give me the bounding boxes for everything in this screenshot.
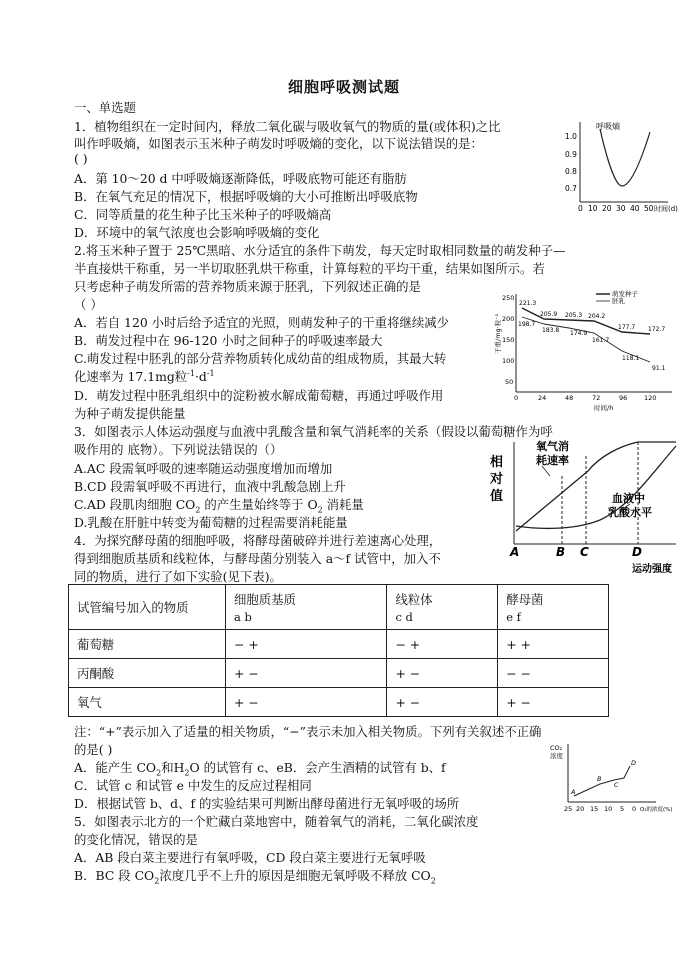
q4-stem-line1: 4．为探究酵母菌的细胞呼吸，将酵母菌破碎并进行差速离心处理， [74, 533, 442, 548]
table-cell: + − [498, 688, 609, 717]
q1-ytick: 0.9 [565, 150, 577, 159]
svg-text:15: 15 [590, 805, 599, 813]
q3-option-d: D.乳酸在肝脏中转变为葡萄糖的过程需要消耗能量 [74, 515, 348, 530]
q4-option-c: C．试管 c 和试管 e 中发生的反应过程相同 [74, 778, 312, 793]
experiment-table [68, 584, 609, 717]
table-cell: + − [226, 659, 387, 688]
seed-label: 172.7 [648, 326, 666, 333]
legend-endosperm: 胚乳 [612, 297, 625, 305]
seed-label: 205.3 [565, 312, 583, 319]
q1-ytick: 1.0 [565, 132, 577, 141]
q5-stem-line1: 5．如图表示北方的一个贮藏白菜地窖中，随着氧气的消耗，二氧化碳浓度 [74, 814, 479, 829]
q1-stem-line1: 1．植物组织在一定时间内，释放二氧化碳与吸收氧气的物质的量(或体积)之比 [74, 119, 501, 134]
q2-chart-ylabel: 干重/mg·粒⁻¹ [494, 313, 502, 354]
table-cell: + − [387, 659, 498, 688]
q5-option-a: A．AB 段白菜主要进行有氧呼吸，CD 段白菜主要进行无氧呼吸 [74, 850, 426, 865]
svg-text:20: 20 [576, 805, 585, 813]
q3-chart-xlabel: 运动强度 [632, 564, 672, 575]
svg-text:血液中: 血液中 [612, 492, 645, 505]
q1-stem-line2: 叫作呼吸熵，如图表示玉米种子萌发时呼吸熵的变化，以下说法错误的是： [74, 136, 483, 151]
q3-option-a: A.AC 段需氧呼吸的速率随运动强度增加而增加 [74, 461, 333, 476]
q1-option-a: A．第 10～20 d 中呼吸熵逐渐降低，呼吸底物可能还有脂肪 [74, 171, 407, 186]
legend-seed: 萌发种子 [612, 290, 638, 298]
q3-option-b: B.CD 段需氧呼吸不再进行，血液中乳酸急剧上升 [74, 479, 346, 494]
q1-option-d: D．环境中的氧气浓度也会影响呼吸熵的变化 [74, 225, 320, 240]
q5-option-b: B．BC 段 $CO_2$浓度几乎不上升的原因是细胞无氧呼吸不释放 $CO_2$ [74, 868, 436, 886]
svg-text:D: D [632, 545, 642, 559]
q1-curve [600, 129, 650, 186]
q2-xtick: 120 [644, 394, 657, 402]
q2-stem-line3: 只考虑种子萌发所需的营养物质来源于胚乳，下列叙述正确的是 [74, 279, 421, 294]
exercise-intensity-chart [480, 436, 684, 576]
svg-text:乳酸水平: 乳酸水平 [608, 506, 652, 519]
table-row [69, 688, 609, 717]
table-cell: 丙酮酸 [69, 659, 226, 688]
svg-text:O₂的浓度(%): O₂的浓度(%) [640, 807, 673, 813]
q2-ytick: 250 [502, 294, 515, 302]
q4-stem-line2: 得到细胞质基质和线粒体，与酵母菌分别装入 a～f 试管中，加入不 [74, 551, 441, 566]
q2-xtick: 72 [592, 394, 601, 402]
svg-text:C: C [614, 781, 619, 789]
q4-note-line1: 注：“+”表示加入了适量的相关物质，“−”表示未加入相关物质。下列有关叙述不正确 [74, 724, 542, 739]
svg-text:CO₂: CO₂ [550, 744, 563, 752]
q4-option-a-b: A．能产生 $CO_2$和$H_2O$ 的试管有 c、eB．会产生酒精的试管有 b、f [74, 760, 446, 778]
q2-option-b: B．萌发过程中在 96-120 小时之间种子的呼吸速率最大 [74, 333, 383, 348]
svg-text:A: A [510, 545, 520, 559]
svg-text:B: B [556, 545, 566, 559]
q2-xtick: 96 [619, 394, 628, 402]
table-cell: + + [498, 630, 609, 659]
q2-ytick: 200 [502, 315, 515, 323]
q1-ytick: 0.8 [565, 167, 577, 176]
seed-label: 205.9 [540, 311, 558, 318]
seed-label: 221.3 [519, 300, 537, 307]
svg-text:浓度: 浓度 [550, 752, 563, 760]
table-cell: + − [387, 688, 498, 717]
q2-option-d-line1: D．萌发过程中胚乳组织中的淀粉被水解成葡萄糖，再通过呼吸作用 [74, 388, 444, 403]
endosperm-label: 118.1 [622, 355, 640, 362]
svg-text:C: C [580, 545, 589, 559]
svg-text:D: D [631, 759, 637, 767]
q2-stem-line4: （ ） [74, 297, 103, 312]
table-row [69, 630, 609, 659]
table-row [69, 659, 609, 688]
table-cell: − + [387, 630, 498, 659]
q3-stem-line2: 吸作用的 底物）。下列说法错误的（） [74, 442, 283, 457]
q2-option-c-line1: C.萌发过程中胚乳的部分营养物质转化成幼苗的组成物质，其最大转 [74, 351, 447, 366]
seed-label: 177.7 [618, 324, 636, 331]
svg-text:5: 5 [620, 805, 625, 813]
svg-text:B: B [597, 775, 602, 783]
table-header: 试管编号加入的物质 [69, 585, 226, 630]
table-header-row [69, 585, 609, 630]
svg-text:耗速率: 耗速率 [536, 454, 569, 467]
q1-xtick: 50 [644, 204, 654, 213]
table-cell: − + [226, 630, 387, 659]
endosperm-label: 161.7 [592, 337, 610, 344]
table-cell: + − [226, 688, 387, 717]
q3-option-c: C.AD 段肌肉细胞 $CO_2$ 的产生量始终等于 $O_2$ 消耗量 [74, 497, 364, 515]
q1-ytick: 0.7 [565, 184, 577, 193]
q1-xtick: 20 [602, 204, 612, 213]
q2-option-a: A．若自 120 小时后给予适宜的光照，则萌发种子的干重将继续减少 [74, 315, 450, 330]
svg-text:氧气消: 氧气消 [536, 440, 569, 453]
table-header: 细胞质基质 a b [226, 585, 387, 630]
q2-chart-xlabel: 时间/h [594, 404, 614, 412]
q2-ytick: 150 [502, 336, 515, 344]
svg-text:相: 相 [490, 455, 504, 470]
endosperm-label: 174.9 [570, 330, 588, 337]
page-title: 细胞呼吸测试题 [288, 78, 401, 96]
q1-xtick: 0 [578, 204, 583, 213]
endosperm-label: 198.7 [518, 321, 536, 328]
q2-stem-line2: 半直接烘干称重，另一半切取胚乳烘干称重，计算每粒的平均干重，结果如图所示。若 [74, 261, 545, 276]
q4-option-d: D．根据试管 b、d、f 的实验结果可判断出酵母菌进行无氧呼吸的场所 [74, 796, 460, 811]
q1-option-c: C．同等质量的花生种子比玉米种子的呼吸熵高 [74, 207, 332, 222]
svg-text:0: 0 [632, 805, 637, 813]
q1-xtick: 40 [630, 204, 640, 213]
q2-option-d-line2: 为种子萌发提供能量 [74, 406, 186, 421]
table-header: 线粒体 c d [387, 585, 498, 630]
endosperm-label: 183.8 [542, 327, 560, 334]
svg-text:A: A [571, 788, 576, 796]
q2-xtick: 48 [565, 394, 574, 402]
seed-label: 204.2 [588, 313, 606, 320]
section-heading: 一、单选题 [74, 100, 136, 115]
q2-ytick: 50 [505, 378, 514, 386]
q2-xtick: 0 [514, 394, 519, 402]
q1-xtick: 30 [616, 204, 626, 213]
dry-weight-chart [492, 288, 682, 412]
q3-stem-line1: 3．如图表示人体运动强度与血液中乳酸含量和氧气消耗率的关系（假设以葡萄糖作为呼 [74, 424, 553, 439]
svg-text:25: 25 [564, 805, 573, 813]
svg-text:值: 值 [490, 489, 504, 504]
svg-text:10: 10 [604, 805, 613, 813]
q1-xtick: 10 [588, 204, 598, 213]
table-cell: − − [498, 659, 609, 688]
q2-ytick: 100 [502, 357, 515, 365]
table-cell: 葡萄糖 [69, 630, 226, 659]
q2-xtick: 24 [538, 394, 547, 402]
q5-stem-line2: 的变化情况，错误的是 [74, 832, 198, 847]
table-header: 酵母菌 e f [498, 585, 609, 630]
co2-concentration-chart [544, 740, 684, 820]
respiratory-quotient-chart [560, 114, 684, 218]
q4-stem-line3: 同的物质，进行了如下实验(见下表)。 [74, 569, 282, 584]
q1-chart-xlabel: 时间(d) [654, 205, 678, 213]
q2-option-c-line2: 化速率为 17.1mg粒$^{-1}\cdot d^{-1}$ [74, 368, 215, 384]
svg-text:对: 对 [490, 472, 504, 487]
table-cell: 氧气 [69, 688, 226, 717]
endosperm-label: 91.1 [652, 365, 666, 372]
q4-note-line2: 的是( ) [74, 742, 113, 757]
q1-stem-line3: ( ) [74, 151, 88, 166]
q1-option-b: B．在氧气充足的情况下，根据呼吸熵的大小可推断出呼吸底物 [74, 189, 418, 204]
q1-chart-ylabel: 呼吸熵 [596, 122, 620, 131]
q2-stem-line1: 2.将玉米种子置于 25℃黑暗、水分适宜的条件下萌发，每天定时取相同数量的萌发种子— [74, 243, 566, 258]
